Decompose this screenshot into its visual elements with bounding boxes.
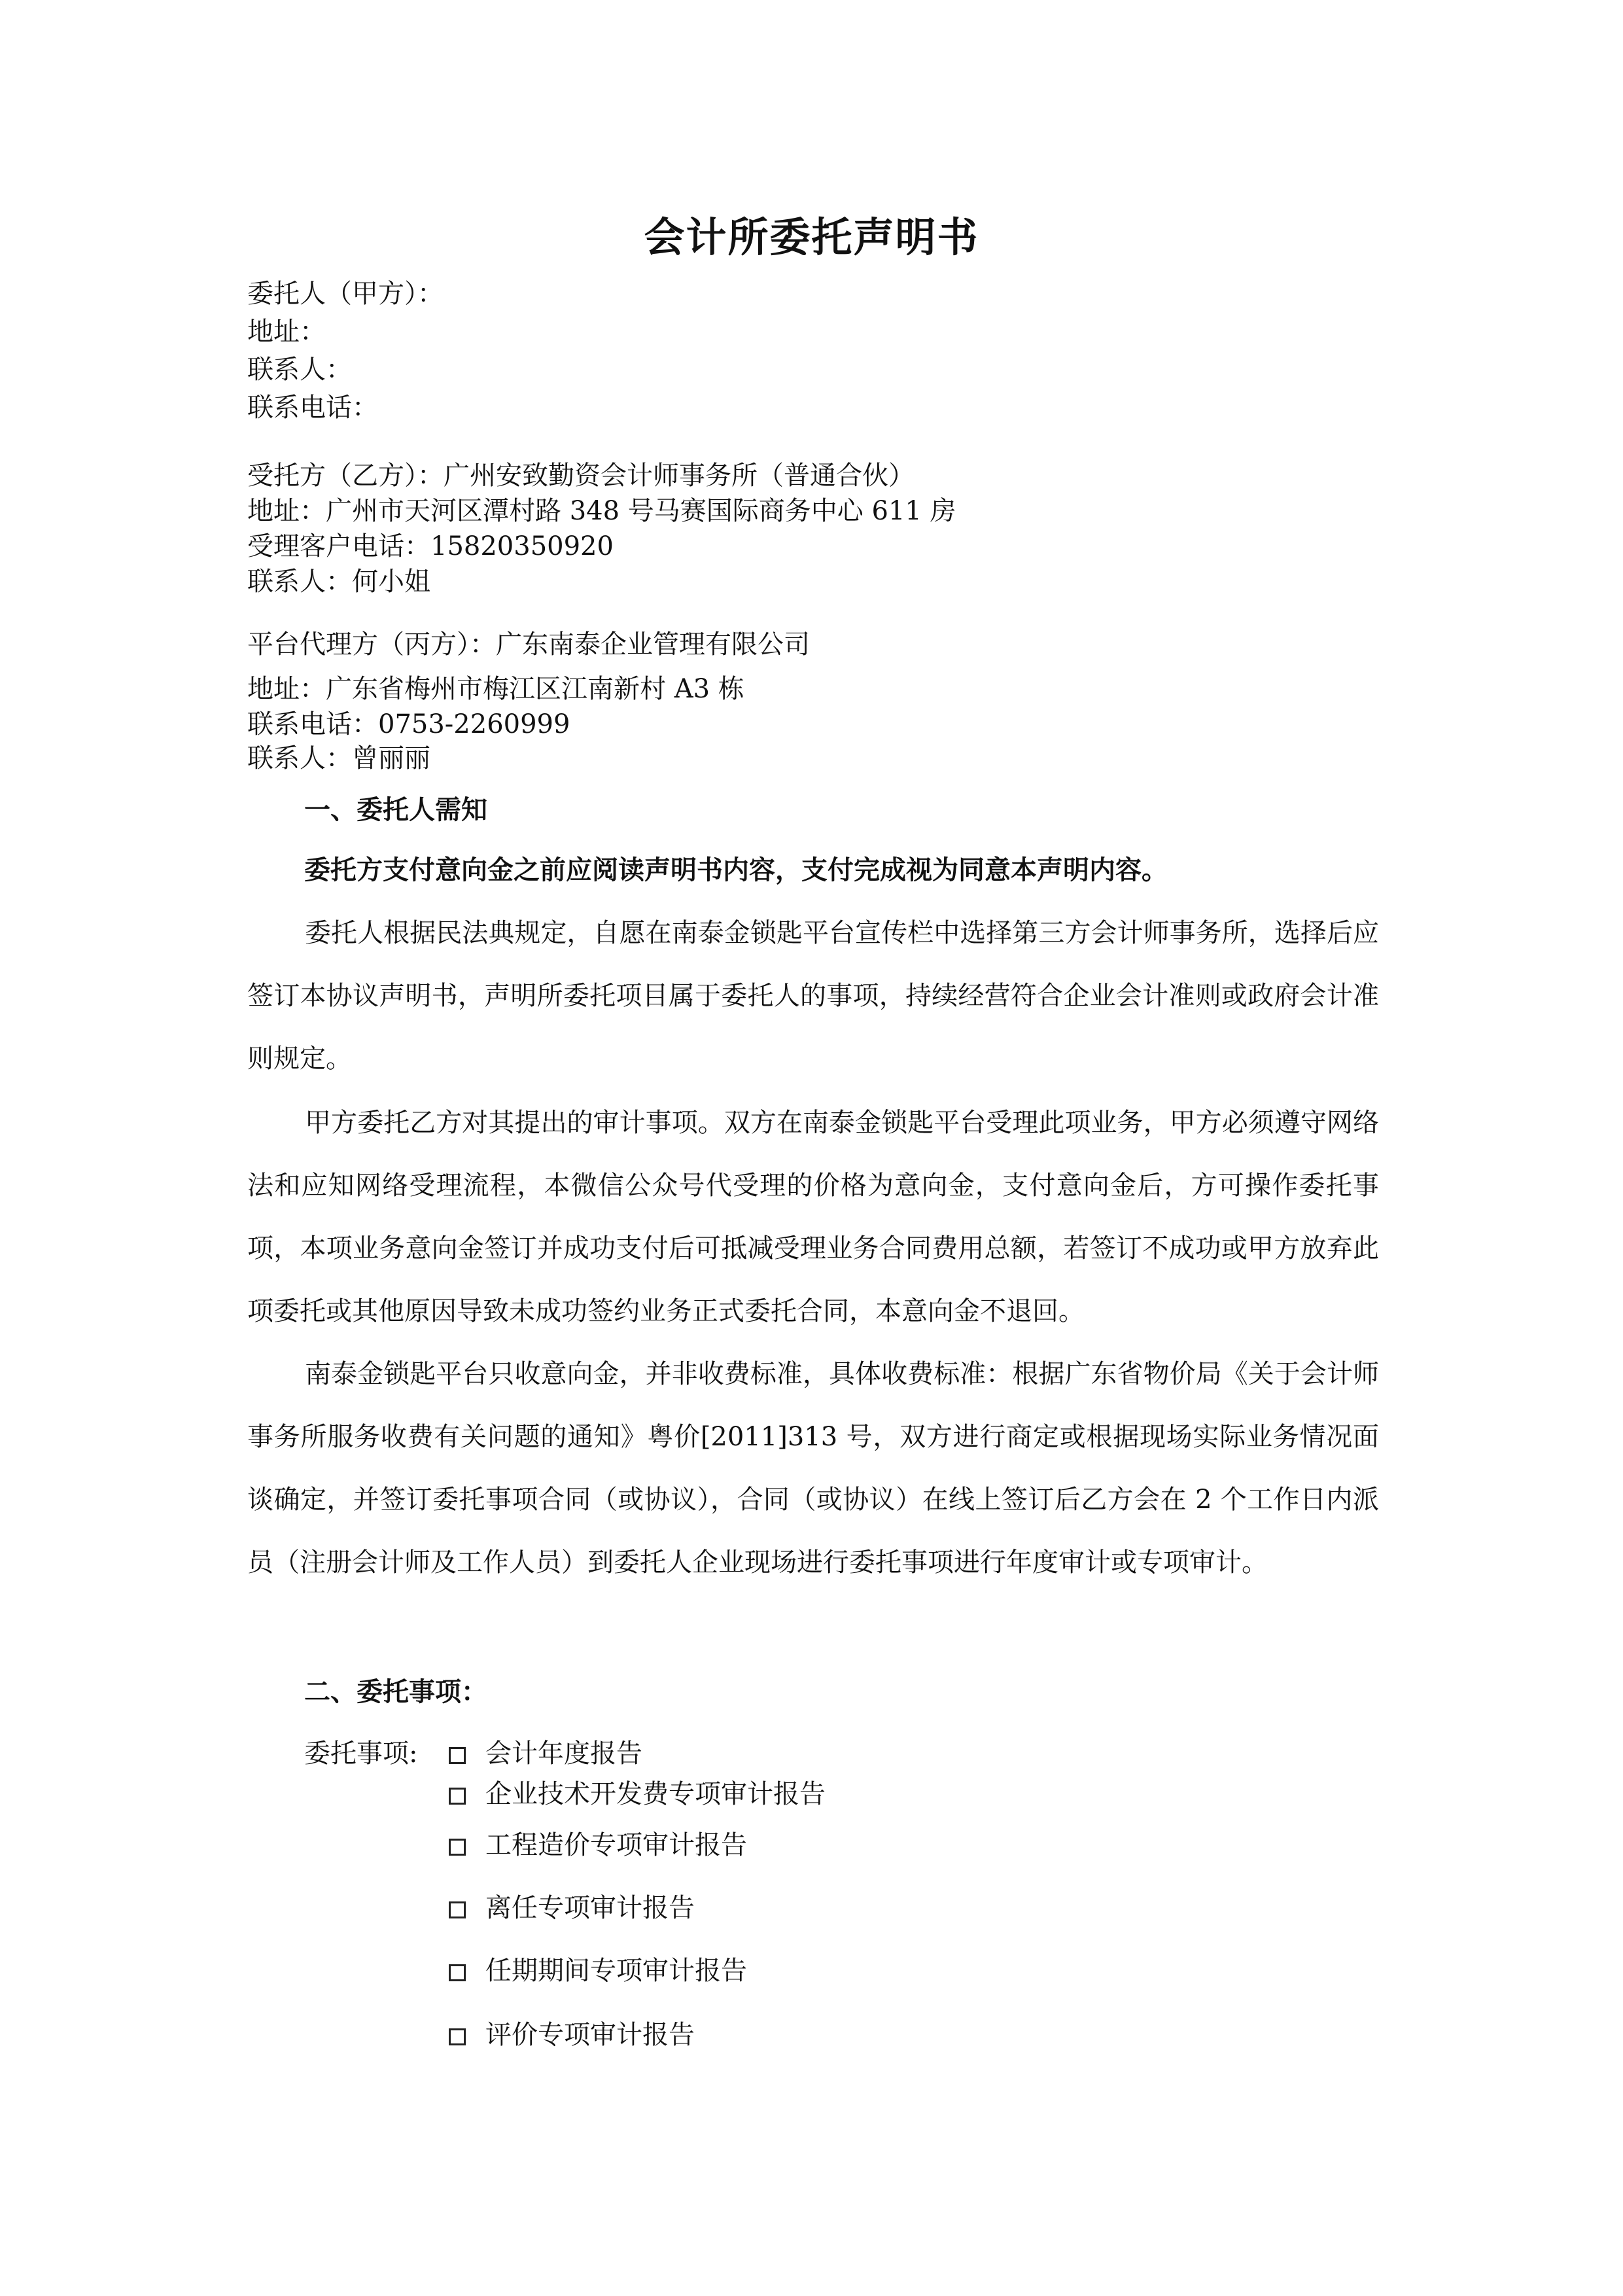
party-a-address: 地址： bbox=[247, 317, 326, 347]
party-c-phone: 联系电话：0753-2260999 bbox=[247, 709, 570, 739]
checkbox-label: 会计年度报告 bbox=[485, 1739, 642, 1769]
section-1-paragraph-2: 甲方委托乙方对其提出的审计事项。双方在南泰金锁匙平台受理此项业务，甲方必须遵守网络法和应知网络受理流程，本微信公众号代受理的价格为意向金，支付意向金后，方可操作委托事项，本项业务意向金签订并成功支付后可抵减受理业务合同费用总额，若签订不成功或甲方放弃此项委托或其他原因导致未成功签约业务正式委托合同，本意向金不退回。 bbox=[247, 1108, 1379, 1326]
checkbox-item[interactable] bbox=[449, 1775, 826, 1814]
party-b-phone: 受理客户电话：15820350920 bbox=[247, 531, 614, 561]
party-a-client: 委托人（甲方）： bbox=[247, 279, 444, 309]
party-b-contact: 联系人：何小姐 bbox=[247, 567, 430, 597]
checkbox-label: 企业技术开发费专项审计报告 bbox=[485, 1779, 826, 1809]
checkbox-item[interactable] bbox=[449, 1888, 695, 1928]
section-1-paragraph-1: 委托人根据民法典规定，自愿在南泰金锁匙平台宣传栏中选择第三方会计师事务所，选择后应签订本协议声明书，声明所委托项目属于委托人的事项，持续经营符合企业会计准则或政府会计准则规定。 bbox=[247, 918, 1379, 1074]
section-1-paragraph-3: 南泰金锁匙平台只收意向金，并非收费标准，具体收费标准：根据广东省物价局《关于会计师事务所服务收费有关问题的通知》粤价[2011]313 号，双方进行商定或根据现场实际业务情况面谈确定，并签订委托事项合同（或协议），合同（或协议）在线上签订后乙方会在 2 个工作日内派员（注册会计师及工作人员）到委托人企业现场进行委托事项进行年度审计或专项审计。 bbox=[247, 1359, 1379, 1578]
party-a-phone: 联系电话： bbox=[247, 393, 378, 423]
checkbox-item[interactable] bbox=[449, 1951, 747, 1990]
party-c-address: 地址：广东省梅州市梅江区江南新村 A3 栋 bbox=[247, 674, 744, 704]
checkbox-icon[interactable] bbox=[449, 1788, 466, 1805]
checkbox-icon[interactable] bbox=[449, 2028, 466, 2045]
checkbox-icon[interactable] bbox=[449, 1901, 466, 1918]
section-1-notice: 委托方支付意向金之前应阅读声明书内容，支付完成视为同意本声明内容。 bbox=[304, 855, 1168, 885]
commission-items-label: 委托事项: bbox=[304, 1739, 418, 1769]
document-title: 会计所委托声明书 bbox=[644, 213, 979, 261]
party-a-contact: 联系人： bbox=[247, 355, 352, 385]
checkbox-icon[interactable] bbox=[449, 1839, 466, 1856]
section-2-heading: 二、委托事项： bbox=[304, 1676, 487, 1707]
checkbox-label: 工程造价专项审计报告 bbox=[485, 1830, 747, 1860]
party-c-contact: 联系人：曾丽丽 bbox=[247, 743, 430, 773]
checkbox-label: 评价专项审计报告 bbox=[485, 2020, 695, 2050]
checkbox-label: 离任专项审计报告 bbox=[485, 1893, 695, 1923]
checkbox-item[interactable] bbox=[449, 1826, 747, 1865]
party-c-name: 平台代理方（丙方）：广东南泰企业管理有限公司 bbox=[247, 629, 810, 660]
section-1-heading: 一、委托人需知 bbox=[304, 794, 487, 825]
checkbox-item[interactable] bbox=[449, 2015, 695, 2055]
checkbox-label: 任期期间专项审计报告 bbox=[485, 1956, 747, 1986]
checkbox-icon[interactable] bbox=[449, 1747, 466, 1764]
checkbox-icon[interactable] bbox=[449, 1964, 466, 1981]
party-b-name: 受托方（乙方）：广州安致勤资会计师事务所（普通合伙） bbox=[247, 461, 915, 491]
checkbox-item[interactable] bbox=[449, 1734, 642, 1773]
party-b-address: 地址：广州市天河区潭村路 348 号马赛国际商务中心 611 房 bbox=[247, 496, 956, 526]
